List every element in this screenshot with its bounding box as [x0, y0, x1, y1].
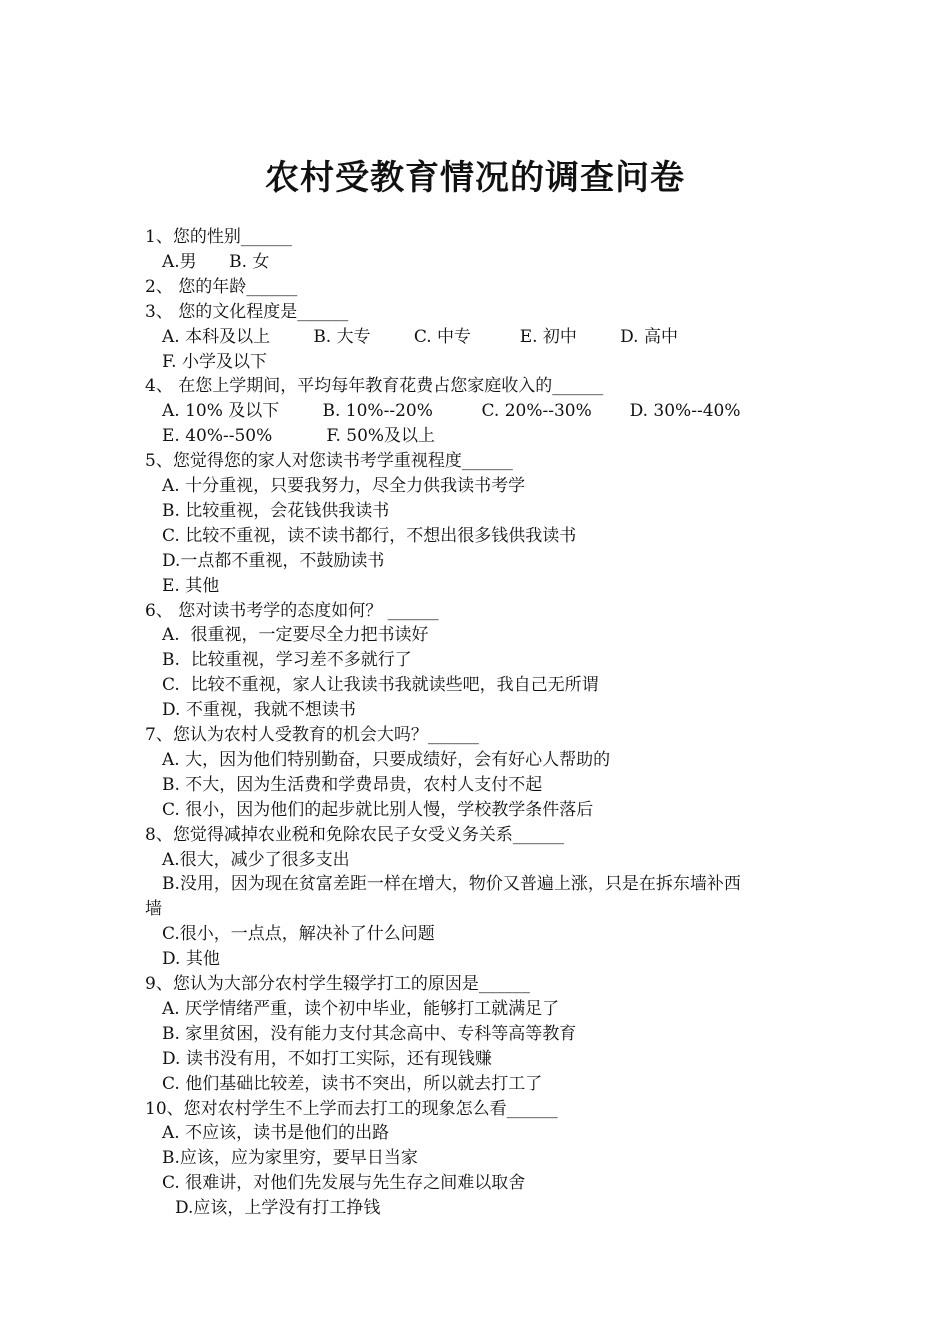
text-line: B.应该，应为家里穷，要早日当家 [162, 1148, 418, 1169]
text-line: A. 不应该，读书是他们的出路 [162, 1123, 390, 1144]
text-line: A. 很重视，一定要尽全力把书读好 [162, 625, 429, 646]
text-line: A. 十分重视，只要我努力，尽全力供我读书考学 [162, 476, 526, 496]
text-line: B. 比较重视，学习差不多就行了 [162, 650, 412, 671]
text-line: 6、 您对读书考学的态度如何？ ______ [145, 600, 439, 621]
text-line: C. 比较不重视，家人让我读书我就读些吧，我自己无所谓 [162, 675, 599, 696]
text-line: D.一点都不重视，不鼓励读书 [162, 550, 385, 571]
text-line: B. 比较重视，会花钱供我读书 [162, 500, 390, 521]
text-line: 1、您的性别______ [145, 227, 292, 247]
text-line: 4、 在您上学期间，平均每年教育花费占您家庭收入的______ [145, 376, 604, 397]
text-line: F. 小学及以下 [162, 351, 267, 372]
text-line: C. 他们基础比较差，读书不突出，所以就去打工了 [162, 1073, 543, 1094]
page-title: 农村受教育情况的调查问卷 [265, 158, 685, 198]
text-line: C. 很难讲，对他们先发展与先生存之间难以取舍 [162, 1173, 526, 1194]
text-line: 8、您觉得减掉农业税和免除农民子女受义务关系______ [145, 824, 564, 845]
text-line: E. 其他 [162, 575, 220, 596]
text-line: A. 厌学情绪严重，读个初中毕业，能够打工就满足了 [162, 998, 560, 1019]
text-line: 10、您对农村学生不上学而去打工的现象怎么看______ [145, 1098, 558, 1119]
text-line: A.很大，减少了很多支出 [162, 849, 350, 870]
text-line: 7、您认为农村人受教育的机会大吗？______ [145, 725, 479, 745]
text-line: A. 10% 及以下 B. 10%--20% C. 20%--30% D. 30%--40% [162, 401, 741, 422]
text-line: C. 比较不重视，读不读书都行，不想出很多钱供我读书 [162, 525, 577, 546]
text-line: A. 本科及以上 B. 大专 C. 中专 E. 初中 D. 高中 [162, 326, 678, 347]
text-line: 9、您认为大部分农村学生辍学打工的原因是______ [145, 974, 530, 994]
text-line: B.没用，因为现在贫富差距一样在增大，物价又普遍上涨，只是在拆东墙补西 [162, 874, 741, 895]
text-line: 5、您觉得您的家人对您读书考学重视程度______ [145, 451, 513, 472]
text-line: E. 40%--50% F. 50%及以上 [162, 426, 436, 447]
text-line: C. 很小，因为他们的起步就比别人慢，学校教学条件落后 [162, 799, 594, 820]
text-line: 2、 您的年龄______ [145, 276, 298, 297]
text-line: C.很小，一点点，解决补了什么问题 [162, 924, 435, 945]
text-line: B. 不大，因为生活费和学费昂贵，农村人支付不起 [162, 774, 543, 795]
text-line: D.应该，上学没有打工挣钱 [175, 1198, 381, 1219]
text-line: D. 其他 [162, 949, 220, 970]
text-line: B. 家里贫困，没有能力支付其念高中、专科等高等教育 [162, 1023, 577, 1044]
text-line: D. 不重视，我就不想读书 [162, 700, 356, 721]
text-line: A.男 B. 女 [162, 251, 270, 272]
text-line: A. 大，因为他们特别勤奋，只要成绩好，会有好心人帮助的 [162, 749, 611, 770]
text-line: 墙 [145, 899, 162, 920]
text-line: D. 读书没有用，不如打工实际，还有现钱赚 [162, 1048, 492, 1069]
text-line: 3、 您的文化程度是______ [145, 301, 349, 322]
